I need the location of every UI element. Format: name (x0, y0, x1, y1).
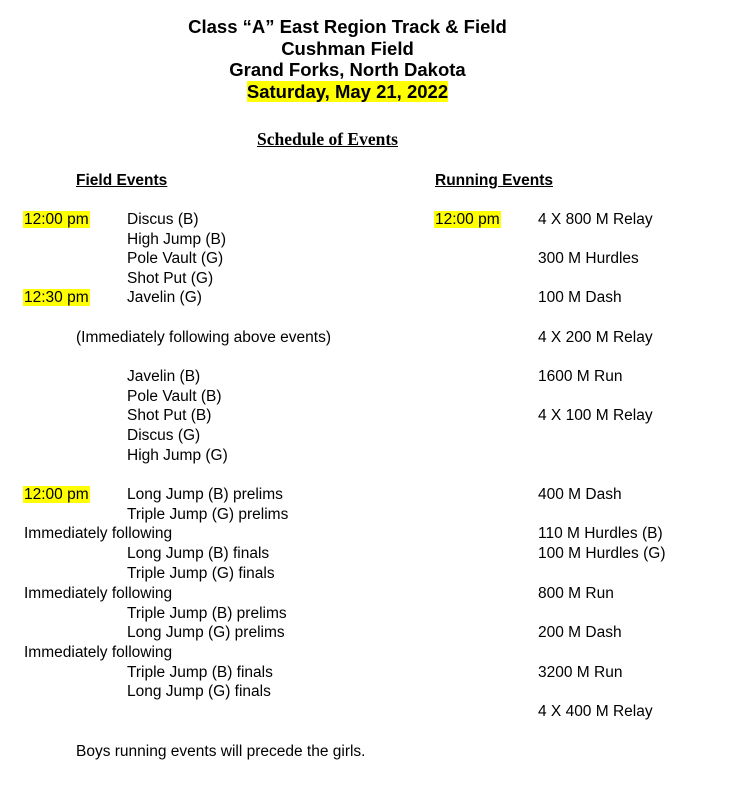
field-event: Shot Put (B) (127, 407, 212, 424)
venue-name: Cushman Field (281, 37, 414, 59)
field-time-1 (24, 210, 90, 229)
field-event: Discus (G) (127, 427, 201, 444)
running-event: 400 M Dash (538, 486, 622, 503)
field-event: Long Jump (G) prelims (127, 624, 285, 641)
running-event: 4 X 800 M Relay (538, 211, 653, 228)
field-time-3 (24, 485, 90, 504)
field-event: High Jump (B) (127, 231, 227, 248)
running-time (435, 210, 501, 229)
field-time-2 (24, 288, 90, 307)
footer-note: Boys running events will precede the girls. (76, 743, 366, 760)
field-event: Triple Jump (B) prelims (127, 605, 287, 622)
field-event: Triple Jump (G) prelims (127, 506, 289, 523)
meet-date-line (0, 81, 733, 103)
field-event: Triple Jump (B) finals (127, 664, 273, 681)
time-highlight: 12:00 pm (24, 211, 89, 228)
field-event: Pole Vault (B) (127, 388, 222, 405)
field-event: Long Jump (B) prelims (127, 486, 283, 503)
running-event: 100 M Hurdles (G) (538, 545, 666, 562)
running-event: 100 M Dash (538, 289, 622, 306)
field-event: Pole Vault (G) (127, 250, 224, 267)
schedule-title: Schedule of Events (257, 129, 398, 149)
running-event: 200 M Dash (538, 624, 622, 641)
field-event: Shot Put (G) (127, 270, 214, 287)
field-event: Triple Jump (G) finals (127, 565, 275, 582)
field-event: Javelin (G) (127, 289, 202, 306)
running-event: 4 X 400 M Relay (538, 703, 653, 720)
following-note: (Immediately following above events) (76, 329, 332, 346)
running-event: 300 M Hurdles (538, 250, 639, 267)
time-highlight: 12:00 pm (435, 211, 500, 228)
immediately-following-label: Immediately following (24, 525, 173, 542)
time-highlight: 12:00 pm (24, 486, 89, 503)
field-events-heading: Field Events (76, 172, 168, 189)
immediately-following-label: Immediately following (24, 644, 173, 661)
running-event: 800 M Run (538, 585, 614, 602)
field-event: High Jump (G) (127, 447, 228, 464)
running-event: 4 X 100 M Relay (538, 407, 653, 424)
venue-location: Grand Forks, North Dakota (229, 59, 466, 80)
immediately-following-label: Immediately following (24, 585, 173, 602)
running-event: 110 M Hurdles (B) (538, 525, 663, 542)
running-event: 1600 M Run (538, 368, 623, 385)
field-event: Long Jump (G) finals (127, 683, 271, 700)
document-header (0, 16, 733, 102)
field-event: Discus (B) (127, 211, 199, 228)
field-event: Javelin (B) (127, 368, 201, 385)
running-event: 4 X 200 M Relay (538, 329, 653, 346)
running-event: 3200 M Run (538, 664, 623, 681)
meet-title: Class “A” East Region Track & Field (188, 16, 507, 37)
running-events-heading: Running Events (435, 172, 553, 189)
time-highlight: 12:30 pm (24, 289, 89, 306)
meet-date: Saturday, May 21, 2022 (246, 80, 449, 102)
field-event: Long Jump (B) finals (127, 545, 270, 562)
